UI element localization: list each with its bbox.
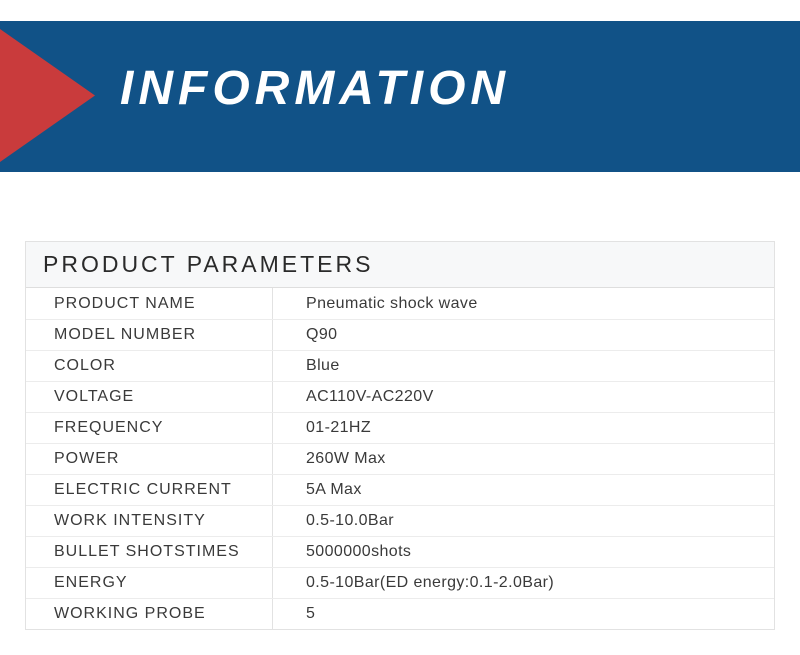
table-row [26,319,774,350]
table-row [26,598,774,629]
spec-value: 5 [306,605,316,622]
table-row [26,381,774,412]
table-row [26,443,774,474]
information-banner [0,21,800,172]
spec-label: WORKING PROBE [26,599,273,629]
panel-title: PRODUCT PARAMETERS [43,251,374,277]
banner-title: INFORMATION [120,62,511,115]
spec-label: MODEL NUMBER [26,320,273,350]
panel-header [26,242,774,288]
spec-value: Q90 [306,326,338,343]
spec-label: FREQUENCY [26,413,273,443]
spec-label: ENERGY [26,568,273,598]
spec-value: AC110V-AC220V [306,388,434,405]
product-parameters-panel [25,241,775,630]
table-row [26,288,774,319]
spec-label: COLOR [26,351,273,381]
spec-value: 5000000shots [306,543,412,560]
table-row [26,350,774,381]
spec-value: 01-21HZ [306,419,372,436]
table-row [26,505,774,536]
spec-label: PRODUCT NAME [26,288,273,319]
spec-label: POWER [26,444,273,474]
table-row [26,412,774,443]
spec-value: Blue [306,357,340,374]
spec-value: 0.5-10.0Bar [306,512,395,529]
spec-label: BULLET SHOTSTIMES [26,537,273,567]
table-row [26,474,774,505]
table-row [26,567,774,598]
spec-value: 5A Max [306,481,362,498]
spec-label: ELECTRIC CURRENT [26,475,273,505]
spec-value: 0.5-10Bar(ED energy:0.1-2.0Bar) [306,574,555,591]
spec-value: Pneumatic shock wave [306,294,478,312]
spec-table [26,288,774,629]
spec-value: 260W Max [306,450,386,467]
spec-label: WORK INTENSITY [26,506,273,536]
spec-label: VOLTAGE [26,382,273,412]
red-arrow-icon [0,21,100,201]
table-row [26,536,774,567]
